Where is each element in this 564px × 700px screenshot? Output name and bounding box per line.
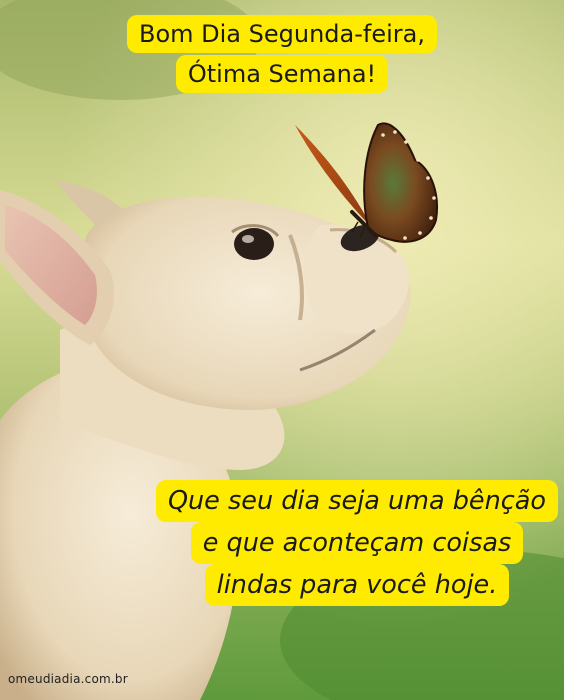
message-line-1: Que seu dia seja uma bênção	[156, 480, 558, 522]
greeting-line-2: Ótima Semana!	[176, 55, 388, 93]
dog-eye	[234, 228, 274, 260]
greeting-line-1: Bom Dia Segunda-feira,	[127, 15, 437, 53]
message-line-3: lindas para você hoje.	[205, 564, 510, 606]
message-line-2: e que aconteçam coisas	[191, 522, 524, 564]
watermark: omeudiadia.com.br	[8, 672, 128, 686]
